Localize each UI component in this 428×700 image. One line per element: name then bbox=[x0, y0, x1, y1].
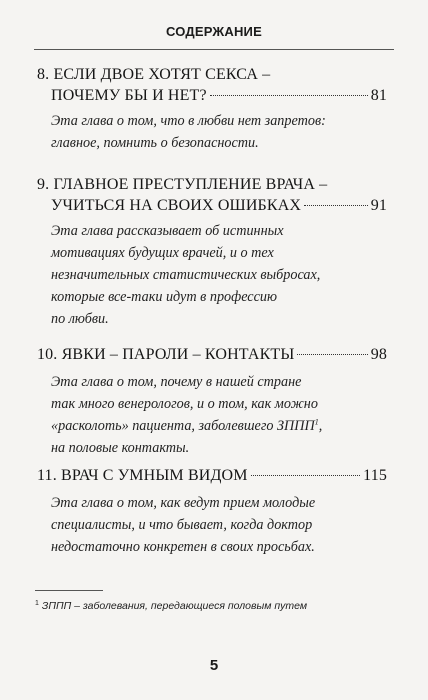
description-line: незначительных статистических выбросах, bbox=[51, 267, 321, 283]
description-line: мотивациях будущих врачей, и о тех bbox=[51, 245, 274, 261]
dot-leader bbox=[297, 354, 367, 355]
toc-entry-title bbox=[37, 465, 387, 486]
toc-title-line: ПОЧЕМУ БЫ И НЕТ? bbox=[51, 87, 207, 104]
description-line: по любви. bbox=[51, 311, 109, 327]
description-line: так много венерологов, и о том, как можно bbox=[51, 396, 318, 412]
dot-leader bbox=[304, 205, 368, 206]
toc-entry-description bbox=[37, 110, 387, 154]
footnote-divider bbox=[35, 590, 103, 591]
description-line: Эта глава о том, почему в нашей стране bbox=[51, 374, 302, 390]
toc-title-line: 9. ГЛАВНОЕ ПРЕСТУПЛЕНИЕ ВРАЧА – bbox=[37, 176, 328, 193]
dot-leader bbox=[251, 475, 361, 476]
header-divider bbox=[34, 49, 394, 50]
toc-entry-description bbox=[37, 220, 387, 330]
page-header-title: СОДЕРЖАНИЕ bbox=[166, 24, 262, 39]
description-line: Эта глава о том, что в любви нет запретов: bbox=[51, 113, 326, 129]
toc-page-number: 98 bbox=[370, 346, 387, 363]
toc-entry-title bbox=[37, 174, 387, 216]
toc-title-line: УЧИТЬСЯ НА СВОИХ ОШИБКАХ bbox=[51, 197, 302, 214]
description-text: «расколоть» пациента, заболевшего ЗППП bbox=[51, 418, 315, 434]
description-line: специалисты, и что бывает, когда доктор bbox=[51, 517, 313, 533]
toc-entry-title bbox=[37, 344, 387, 365]
footnote-ref-marker[interactable]: 1 bbox=[314, 417, 319, 427]
page-number: 5 bbox=[209, 657, 219, 674]
toc-title-line: 10. ЯВКИ – ПАРОЛИ – КОНТАКТЫ bbox=[37, 346, 295, 363]
toc-entry-10[interactable] bbox=[37, 344, 387, 459]
footnote-text: ЗППП – заболевания, передающиеся половым путем bbox=[41, 600, 308, 612]
description-line: Эта глава о том, как ведут прием молодые bbox=[51, 495, 316, 511]
toc-page-number: 115 bbox=[363, 467, 387, 484]
toc-entry-11[interactable] bbox=[37, 465, 387, 558]
footnote-marker: 1 bbox=[35, 599, 39, 607]
description-line: недостаточно конкретен в своих просьбах. bbox=[51, 539, 315, 555]
description-line: которые все-таки идут в профессию bbox=[51, 289, 278, 305]
toc-entry-title bbox=[37, 64, 387, 106]
toc-page-number: 81 bbox=[370, 87, 387, 104]
dot-leader bbox=[210, 95, 368, 96]
toc-entry-9[interactable] bbox=[37, 174, 387, 330]
toc-entry-description bbox=[37, 492, 387, 558]
description-line: на половые контакты. bbox=[51, 440, 190, 456]
toc-title-line: 8. ЕСЛИ ДВОЕ ХОТЯТ СЕКСА – bbox=[37, 66, 271, 83]
description-line: Эта глава рассказывает об истинных bbox=[51, 223, 284, 239]
toc-title-line: 11. ВРАЧ С УМНЫМ ВИДОМ bbox=[37, 467, 248, 484]
description-line: «расколоть» пациента, заболевшего ЗППП$^1$, bbox=[51, 417, 323, 434]
footnote bbox=[35, 600, 307, 612]
toc-entry-description bbox=[37, 371, 387, 459]
toc-page-number: 91 bbox=[370, 197, 387, 214]
toc-entry-8[interactable] bbox=[37, 64, 387, 154]
description-line: главное, помнить о безопасности. bbox=[51, 135, 259, 151]
